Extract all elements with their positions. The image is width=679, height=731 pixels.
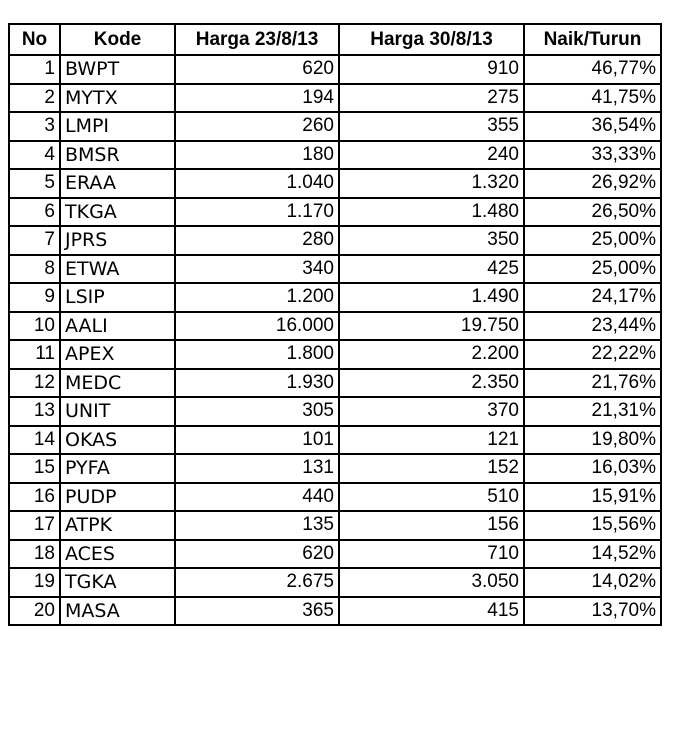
cell-naik-turun: 23,44%	[524, 312, 661, 341]
cell-kode: TGKA	[60, 568, 175, 597]
spreadsheet-area	[8, 23, 662, 626]
cell-harga-1: 620	[175, 55, 339, 84]
table-row	[9, 426, 661, 455]
cell-no: 13	[9, 397, 60, 426]
cell-harga-2: 1.490	[339, 283, 524, 312]
cell-naik-turun: 22,22%	[524, 340, 661, 369]
table-row	[9, 312, 661, 341]
cell-no: 18	[9, 540, 60, 569]
table-row	[9, 483, 661, 512]
table-row	[9, 141, 661, 170]
cell-no: 2	[9, 84, 60, 113]
cell-kode: ACES	[60, 540, 175, 569]
cell-harga-1: 16.000	[175, 312, 339, 341]
header-naik-turun: Naik/Turun	[524, 24, 661, 55]
stock-price-table	[8, 23, 662, 626]
table-row	[9, 84, 661, 113]
cell-no: 12	[9, 369, 60, 398]
cell-no: 1	[9, 55, 60, 84]
cell-harga-2: 152	[339, 454, 524, 483]
header-harga-2: Harga 30/8/13	[339, 24, 524, 55]
header-harga-1: Harga 23/8/13	[175, 24, 339, 55]
cell-naik-turun: 46,77%	[524, 55, 661, 84]
cell-harga-2: 240	[339, 141, 524, 170]
table-row	[9, 540, 661, 569]
cell-harga-1: 440	[175, 483, 339, 512]
cell-no: 7	[9, 226, 60, 255]
cell-harga-2: 3.050	[339, 568, 524, 597]
cell-harga-2: 19.750	[339, 312, 524, 341]
cell-kode: APEX	[60, 340, 175, 369]
cell-kode: JPRS	[60, 226, 175, 255]
cell-no: 16	[9, 483, 60, 512]
cell-kode: ERAA	[60, 169, 175, 198]
cell-no: 8	[9, 255, 60, 284]
cell-naik-turun: 26,92%	[524, 169, 661, 198]
cell-kode: ATPK	[60, 511, 175, 540]
header-row	[9, 24, 661, 55]
cell-harga-2: 710	[339, 540, 524, 569]
cell-no: 11	[9, 340, 60, 369]
table-row	[9, 369, 661, 398]
cell-naik-turun: 15,91%	[524, 483, 661, 512]
cell-harga-1: 194	[175, 84, 339, 113]
cell-harga-2: 121	[339, 426, 524, 455]
cell-kode: ETWA	[60, 255, 175, 284]
header-no: No	[9, 24, 60, 55]
cell-kode: MASA	[60, 597, 175, 626]
cell-harga-2: 510	[339, 483, 524, 512]
cell-naik-turun: 25,00%	[524, 255, 661, 284]
cell-kode: PYFA	[60, 454, 175, 483]
cell-kode: TKGA	[60, 198, 175, 227]
cell-harga-1: 1.040	[175, 169, 339, 198]
table-row	[9, 340, 661, 369]
cell-harga-1: 1.170	[175, 198, 339, 227]
table-row	[9, 283, 661, 312]
cell-no: 20	[9, 597, 60, 626]
cell-naik-turun: 15,56%	[524, 511, 661, 540]
cell-no: 5	[9, 169, 60, 198]
table-row	[9, 198, 661, 227]
cell-harga-1: 280	[175, 226, 339, 255]
cell-naik-turun: 14,02%	[524, 568, 661, 597]
cell-naik-turun: 25,00%	[524, 226, 661, 255]
cell-harga-1: 135	[175, 511, 339, 540]
cell-kode: BWPT	[60, 55, 175, 84]
table-row	[9, 255, 661, 284]
table-row	[9, 397, 661, 426]
table-body	[9, 55, 661, 625]
cell-harga-1: 620	[175, 540, 339, 569]
cell-naik-turun: 13,70%	[524, 597, 661, 626]
cell-harga-1: 1.930	[175, 369, 339, 398]
cell-harga-1: 2.675	[175, 568, 339, 597]
cell-harga-2: 275	[339, 84, 524, 113]
table-row	[9, 226, 661, 255]
cell-kode: MYTX	[60, 84, 175, 113]
cell-naik-turun: 14,52%	[524, 540, 661, 569]
cell-no: 17	[9, 511, 60, 540]
cell-harga-2: 370	[339, 397, 524, 426]
cell-harga-2: 2.350	[339, 369, 524, 398]
cell-naik-turun: 16,03%	[524, 454, 661, 483]
cell-harga-1: 131	[175, 454, 339, 483]
cell-kode: UNIT	[60, 397, 175, 426]
cell-harga-2: 425	[339, 255, 524, 284]
table-row	[9, 568, 661, 597]
cell-harga-2: 355	[339, 112, 524, 141]
cell-kode: PUDP	[60, 483, 175, 512]
table-row	[9, 511, 661, 540]
cell-naik-turun: 41,75%	[524, 84, 661, 113]
cell-harga-2: 415	[339, 597, 524, 626]
cell-kode: LMPI	[60, 112, 175, 141]
table-row	[9, 597, 661, 626]
cell-no: 4	[9, 141, 60, 170]
cell-no: 3	[9, 112, 60, 141]
cell-no: 6	[9, 198, 60, 227]
cell-naik-turun: 21,31%	[524, 397, 661, 426]
table-row	[9, 55, 661, 84]
cell-naik-turun: 19,80%	[524, 426, 661, 455]
cell-no: 14	[9, 426, 60, 455]
cell-no: 9	[9, 283, 60, 312]
cell-harga-2: 1.320	[339, 169, 524, 198]
cell-harga-1: 340	[175, 255, 339, 284]
table-row	[9, 112, 661, 141]
cell-harga-1: 305	[175, 397, 339, 426]
cell-kode: MEDC	[60, 369, 175, 398]
cell-kode: AALI	[60, 312, 175, 341]
cell-harga-1: 260	[175, 112, 339, 141]
cell-kode: BMSR	[60, 141, 175, 170]
cell-kode: OKAS	[60, 426, 175, 455]
cell-harga-1: 180	[175, 141, 339, 170]
header-kode: Kode	[60, 24, 175, 55]
cell-harga-1: 1.800	[175, 340, 339, 369]
cell-naik-turun: 26,50%	[524, 198, 661, 227]
cell-naik-turun: 33,33%	[524, 141, 661, 170]
cell-harga-2: 1.480	[339, 198, 524, 227]
cell-harga-2: 156	[339, 511, 524, 540]
cell-harga-1: 1.200	[175, 283, 339, 312]
table-row	[9, 454, 661, 483]
cell-no: 10	[9, 312, 60, 341]
cell-naik-turun: 24,17%	[524, 283, 661, 312]
cell-kode: LSIP	[60, 283, 175, 312]
cell-naik-turun: 21,76%	[524, 369, 661, 398]
cell-no: 15	[9, 454, 60, 483]
cell-no: 19	[9, 568, 60, 597]
cell-harga-2: 910	[339, 55, 524, 84]
cell-harga-1: 365	[175, 597, 339, 626]
cell-harga-1: 101	[175, 426, 339, 455]
cell-naik-turun: 36,54%	[524, 112, 661, 141]
cell-harga-2: 350	[339, 226, 524, 255]
cell-harga-2: 2.200	[339, 340, 524, 369]
table-row	[9, 169, 661, 198]
